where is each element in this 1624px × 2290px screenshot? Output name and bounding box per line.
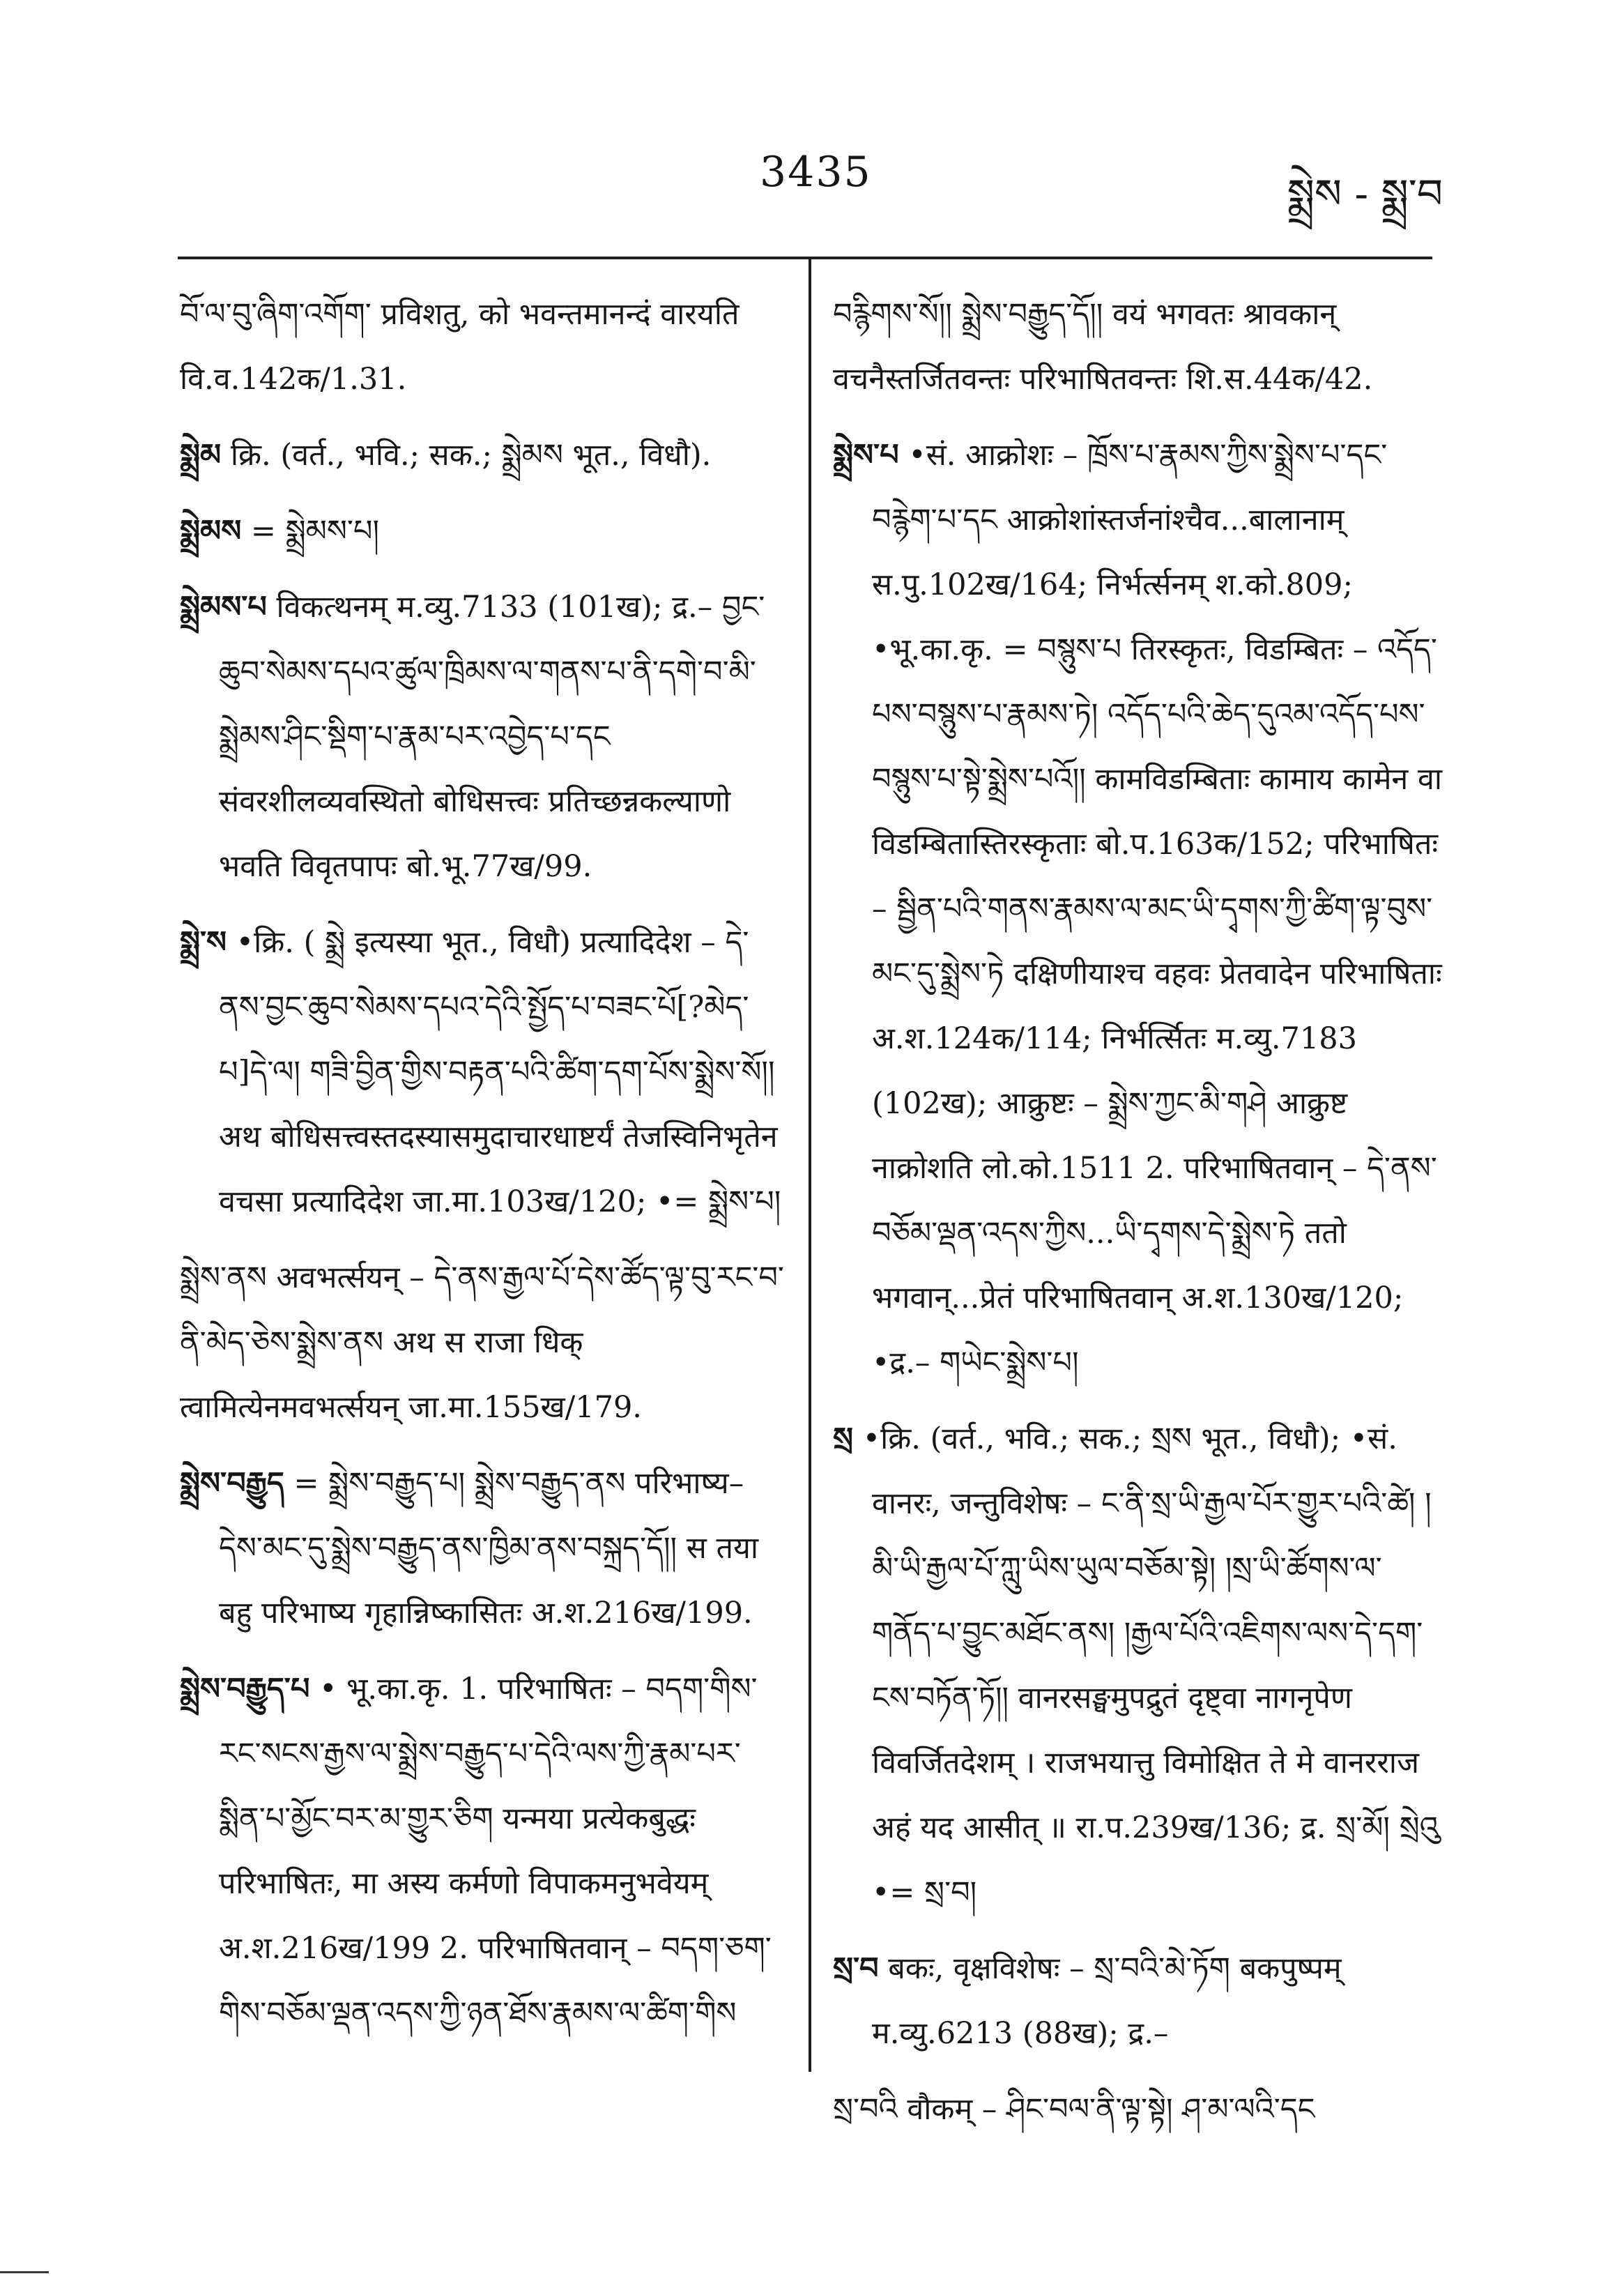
headword: སྨྲེ་ས: [180, 925, 227, 960]
entry-text: •क्रि. ( སྨྲེ इत्यस्या भूत., विधौ) प्रत्यादिदेश – དེ་ནས་བྱང་ཆུབ་སེམས་དཔའ་དེའི་སྤྱོད་པ་བཟང་པོ[?མེད་པ]དེ་ལ། གཟི་བྱིན་གྱིས་བརྟན་པའི་ཚིག་དག་པོས་སྨྲེས་སོ།། अथ बोधिसत्त्वस्तदस्यासमुदाचारधाष्टर्यं तेजस्विनिभृतेन वचसा प्रत्यादिदेश जा.मा.103ख/120; •= སྨྲེས་པ།: [219, 925, 781, 1219]
header-rule: [178, 257, 1432, 259]
dictionary-entry: [180, 910, 786, 1235]
headword: སྲ་བའི: [833, 2092, 898, 2127]
headword: སྨྲེམས: [180, 514, 242, 549]
entry-text: क्रि. (वर्त., भवि.; सक.; སྨྲེམས भूत., विधौ).: [230, 438, 712, 473]
headword: སྨྲེམས་པ: [180, 590, 267, 625]
page-range-heading: སྨྲེས - སྨྲ་བ: [1287, 170, 1443, 217]
headword: སྨྲེམ: [180, 438, 222, 473]
dictionary-entry: [833, 1937, 1446, 2066]
entry-text: = སྨྲེས་བརྒྱུད་པ། སྨྲེས་བརྒྱུད་ནས परिभाष्य–དེས་མང་དུ་སྨྲེས་བརྒྱུད་ནས་ཁྱིམ་ནས་བསྐྲད་དོ།། स तया बहु परिभाष्य गृहान्निष्कासितः अ.श.216ख/199.: [219, 1466, 759, 1631]
right-column: [833, 282, 1446, 2153]
dictionary-entry: [833, 1407, 1446, 1925]
dictionary-subentry: [180, 1246, 786, 1440]
headword: སྲ: [833, 1421, 854, 1456]
entry-text: སྨྲེས་ནས अवभर्त्सयन् – དེ་ནས་རྒྱལ་པོ་དེས་ཚོད་ལྟ་བུ་རང་བ་ནི་མེད་ཅེས་སྨྲེས་ནས अथ स राजा धिक् त्वामित्येनमवभर्त्सयन् जा.मा.155ख/179.: [180, 1260, 784, 1425]
entry-text: = སྨྲེམས་པ།: [250, 514, 379, 549]
headword: སྨྲེས་བརྒྱུད་པ: [180, 1672, 310, 1707]
entry-text: •क्रि. (वर्त., भवि.; सक.; སྲས भूत., विधौ); •सं. वानरः, जन्तुविशेषः – ང་ནི་སྲ་ཡི་རྒྱལ་པོར་གྱུར་པའི་ཚེ། །མི་ཡི་རྒྱལ་པོ་ཀླུ་ཡིས་ཡུལ་བཅོམ་སྟེ། །སྲ་ཡི་ཚོགས་ལ་གནོད་པ་བྱུང་མཐོང་ནས། །རྒྱལ་པོའི་འཇིགས་ལས་དེ་དག་ངས་བཏོན་ཏོ།། वानरसङ्घमुपद्रुतं दृष्ट्वा नागनृपेण विवर्जितदेशम् । राजभयात्तु विमोक्षित ते मे वानरराज अहं यद आसीत् ॥ रा.प.239ख/136; द्र. སྲ་མོ། སྲེའུ •= སྲ་བ།: [862, 1421, 1439, 1910]
entry-text: बकः, वृक्षविशेषः – སྲ་བའི་མེ་ཏོག बकपुष्पम् म.व्यु.6213 (88ख); द्र.–: [872, 1951, 1342, 2051]
entry-text: བརྙིགས་སོ།། སྨྲེས་བརྒྱུད་དོ།། वयं भगवतः श्रावकान् वचनैस्तर्जितवन्तः परिभाषितवन्तः शि.स.44क/42.: [833, 297, 1373, 397]
dictionary-entry: [180, 575, 786, 899]
headword: སྨྲེས་བརྒྱུད: [180, 1466, 284, 1501]
headword: སྲ་བ: [833, 1951, 879, 1986]
page-number: 3435: [760, 148, 872, 197]
scan-mark: [0, 2257, 49, 2273]
headword: སྨྲེས་པ: [833, 438, 899, 473]
entry-text: བོ་ལ་བུ་ཞིག་འགོག་ प्रविशतु, को भवन्तमानन्दं वारयति वि.व.142क/1.31.: [180, 297, 740, 397]
dictionary-entry: [833, 282, 1446, 412]
entry-text: विकत्थनम् म.व्यु.7133 (101ख); द्र.– བྱང་ཆུབ་སེམས་དཔའ་ཚུལ་ཁྲིམས་ལ་གནས་པ་ནི་དགེ་བ་མི་སྨྲེམས་ཤིང་སྡིག་པ་རྣམ་པར་འབྱེད་པ་དང संवरशीलव्यवस्थितो बोधिसत्त्वः प्रतिच्छन्नकल्याणो भवति विवृतपापः बो.भू.77ख/99.: [219, 590, 765, 884]
dictionary-entry: [180, 1657, 786, 2046]
entry-text: • भू.का.कृ. 1. परिभाषितः – བདག་གིས་རང་སངས་རྒྱས་ལ་སྨྲེས་བརྒྱུད་པ་དེའི་ལས་ཀྱི་རྣམ་པར་སྨིན་པ་མྱོང་བར་མ་གྱུར་ཅིག यन्मया प्रत्येकबुद्धः परिभाषितः, मा अस्य कर्मणो विपाकमनुभवेयम् अ.श.216ख/199 2. परिभाषितवान् – བདག་ཅག་གིས་བཅོམ་ལྡན་འདས་ཀྱི་ཉན་ཐོས་རྣམས་ལ་ཚིག་གིས: [219, 1672, 772, 2031]
left-column: [180, 282, 786, 2057]
column-divider: [809, 259, 811, 2072]
dictionary-subentry: [833, 2077, 1446, 2142]
dictionary-entry: [833, 423, 1446, 1396]
dictionary-entry: [180, 1451, 786, 1646]
dictionary-entry: [180, 423, 786, 488]
dictionary-entry: [180, 282, 786, 412]
entry-text: •सं. आक्रोशः – ཁྲོས་པ་རྣམས་ཀྱིས་སྨྲེས་པ་དང་བརྙེག་པ་དང आक्रोशांस्तर्जनांश्चैव...बालानाम् स.पु.102ख/164; निर्भर्त्सनम् श.को.809; •भू.का.कृ. = བསྙུས་པ तिरस्कृतः, विडम्बितः – འདོད་པས་བསྙུས་པ་རྣམས་ཏེ། འདོད་པའི་ཆེད་དུའམ་འདོད་པས་བསྙུས་པ་སྟེ་སྨྲེས་པའོ།། कामविडम्बिताः कामाय कामेन वा विडम्बितास्तिरस्कृताः बो.प.163क/152; परिभाषितः – སྦྱིན་པའི་གནས་རྣམས་ལ་མང་ཡི་དྭགས་ཀྱི་ཚིག་ལྟ་བུས་མང་དུ་སྨྲེས་ཏེ दक्षिणीयाश्च वहवः प्रेतवादेन परिभाषिताः अ.श.124क/114; निर्भर्त्सितः म.व्यु.7183 (102ख); आक्रुष्टः – སྨྲེས་ཀྱང་མི་གཤེ आक्रुष्ट नाक्रोशति लो.को.1511 2. परिभाषितवान् – དེ་ནས་བཅོམ་ལྡན་འདས་ཀྱིས...ཡི་དྭགས་དེ་སྨྲེས་ཏེ ततो भगवान्...प्रेतं परिभाषितवान् अ.श.130ख/120; •द्र.– གཡེང་སྨྲེས་པ།: [872, 438, 1443, 1380]
dictionary-entry: [180, 499, 786, 564]
entry-text: वौकम् – ཤིང་བལ་ནི་ལྟ་སྟེ། ཤ་མ་ལའི་དང: [907, 2092, 1315, 2127]
